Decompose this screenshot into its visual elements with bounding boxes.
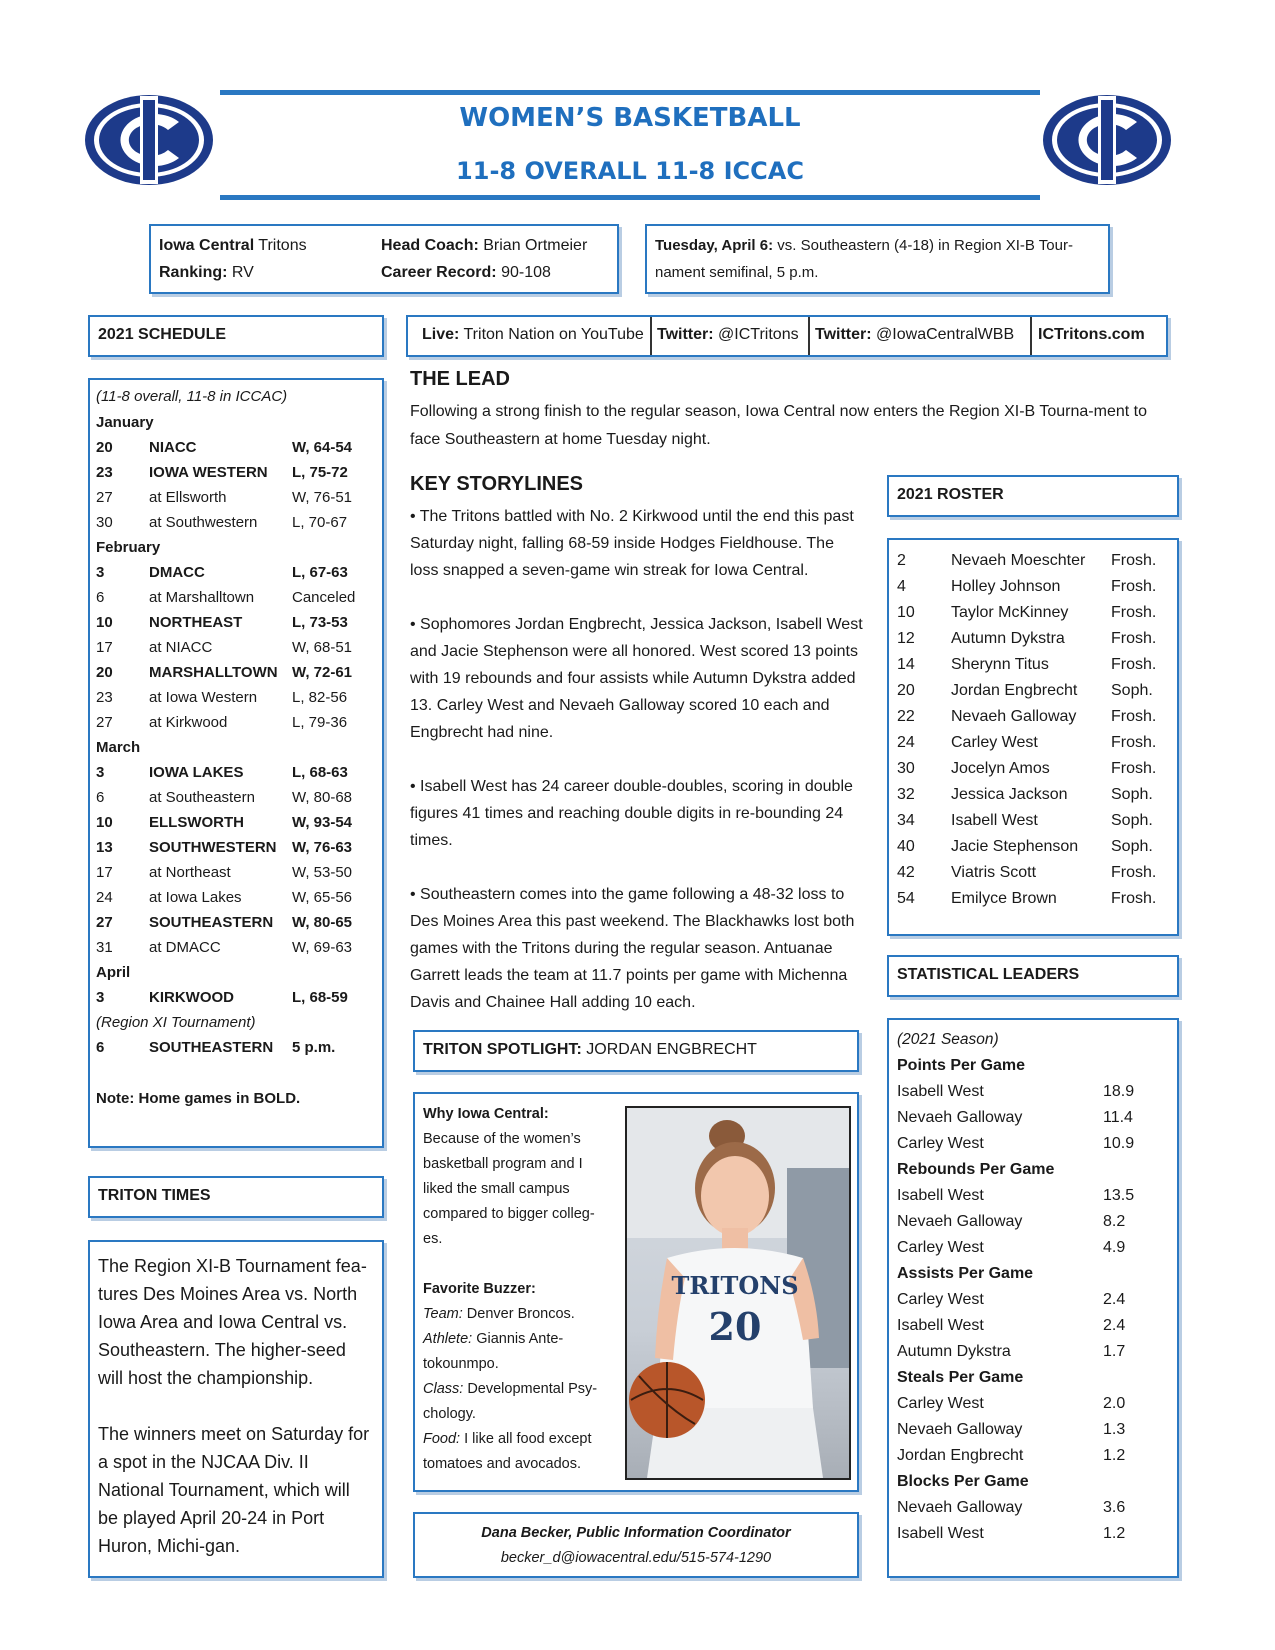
player-photo: [625, 1106, 851, 1480]
roster-name: Autumn Dykstra: [951, 630, 1065, 647]
stats-player: Isabell West: [897, 1187, 984, 1204]
stats-player: Carley West: [897, 1239, 984, 1256]
schedule-opponent: at NIACC: [149, 639, 213, 656]
schedule-opponent: ELLSWORTH: [149, 814, 244, 831]
roster-name: Taylor McKinney: [951, 604, 1069, 621]
stats-row: [897, 1235, 1169, 1261]
schedule-row: [96, 510, 376, 535]
schedule-row: [96, 710, 376, 735]
roster-name: Nevaeh Moeschter: [951, 552, 1086, 569]
media-bar: [406, 315, 1168, 357]
schedule-day: 10: [96, 614, 113, 631]
roster-number: 22: [897, 708, 915, 725]
roster-name: Holley Johnson: [951, 578, 1061, 595]
roster-year: Frosh.: [1111, 656, 1157, 673]
triton-times-para1: The Region XI-B Tournament fea-tures Des Moines Area vs. North Iowa Area and Iowa Central vs. Southeastern. The higher-seed will host the championship.: [98, 1256, 367, 1388]
schedule-opponent: SOUTHEASTERN: [149, 1039, 274, 1056]
schedule-day: 3: [96, 989, 105, 1006]
roster-row: [897, 548, 1169, 574]
stats-heading: Blocks Per Game: [897, 1473, 1029, 1490]
schedule-opponent: NIACC: [149, 439, 197, 456]
roster-name: Carley West: [951, 734, 1038, 751]
stats-row: [897, 1079, 1169, 1105]
roster-row: [897, 626, 1169, 652]
stats-box: [887, 1018, 1179, 1578]
roster-row: [897, 756, 1169, 782]
schedule-row: [96, 885, 376, 910]
schedule-day: 23: [96, 689, 113, 706]
roster-number: 42: [897, 864, 915, 881]
schedule-row: [96, 985, 376, 1010]
storyline-3: • Isabell West has 24 career double-doubles, scoring in double figures 41 times and reaching double digits in re-bounding 24 times.: [410, 778, 853, 849]
schedule-result: W, 53-50: [292, 864, 353, 881]
stats-row: [897, 1391, 1169, 1417]
stats-value: 3.6: [1103, 1499, 1126, 1516]
schedule-opponent: at Marshalltown: [149, 589, 255, 606]
storylines-title: KEY STORYLINES: [410, 473, 584, 495]
stats-row: [897, 1287, 1169, 1313]
roster-name: Jessica Jackson: [951, 786, 1068, 803]
schedule-result: W, 76-51: [292, 489, 353, 506]
fav-label: Favorite Buzzer:: [423, 1281, 536, 1297]
schedule-opponent: IOWA WESTERN: [149, 464, 268, 481]
stats-player: Autumn Dykstra: [897, 1343, 1011, 1360]
stats-player: Nevaeh Galloway: [897, 1499, 1023, 1516]
storyline-4: • Southeastern comes into the game following a 48-32 loss to Des Moines Area this past weekend. The Blackhawks lost both games with the Tritons during the regular season. Antuanae Garrett leads the team at 11.7 points per game with Michenna Davis and Chainee Hall adding 10 each.: [410, 886, 855, 1011]
school-value: Tritons: [258, 237, 307, 254]
roster-number: 24: [897, 734, 915, 751]
contact-name: Dana Becker, Public Information Coordinator: [481, 1525, 791, 1541]
schedule-result: L, 67-63: [292, 564, 348, 581]
schedule-row: [96, 435, 376, 460]
roster-row: [897, 834, 1169, 860]
triton-times-para2: The winners meet on Saturday for a spot in the NJCAA Div. II National Tournament, which will be played April 20-24 in Port Huron, Michi-gan.: [98, 1424, 370, 1556]
team-info-box: [149, 224, 619, 294]
stats-row: [897, 1313, 1169, 1339]
schedule-opponent: at DMACC: [149, 939, 221, 956]
schedule-result: W, 72-61: [292, 664, 353, 681]
schedule-month: March: [96, 739, 141, 756]
roster-row: [897, 730, 1169, 756]
stats-value: 13.5: [1103, 1187, 1135, 1204]
stats-player: Carley West: [897, 1395, 984, 1412]
stats-value: 1.2: [1103, 1447, 1126, 1464]
page-subtitle: 11-8 OVERALL 11-8 ICCAC: [456, 157, 804, 185]
roster-row: [897, 652, 1169, 678]
roster-year: Frosh.: [1111, 630, 1157, 647]
schedule-opponent: NORTHEAST: [149, 614, 243, 631]
schedule-day: 17: [96, 864, 113, 881]
roster-year: Soph.: [1111, 682, 1153, 699]
schedule-row: [96, 460, 376, 485]
schedule-row: [96, 835, 376, 860]
media-twitter-ictritons[interactable]: Twitter: @ICTritons: [652, 317, 810, 355]
roster-number: 30: [897, 760, 915, 777]
stats-player: Nevaeh Galloway: [897, 1213, 1023, 1230]
triton-times-box: [88, 1240, 384, 1578]
schedule-month: January: [96, 414, 154, 431]
roster-row: [897, 886, 1169, 912]
record-label: Career Record:: [381, 264, 497, 281]
schedule-day: 23: [96, 464, 113, 481]
roster-row: [897, 600, 1169, 626]
media-twitter-wbb[interactable]: Twitter: @IowaCentralWBB: [810, 317, 1032, 355]
schedule-day: 31: [96, 939, 113, 956]
schedule-row: [96, 685, 376, 710]
schedule-day: 27: [96, 489, 113, 506]
lead-title: THE LEAD: [410, 368, 510, 390]
stats-value: 2.4: [1103, 1291, 1126, 1308]
schedule-opponent: at Iowa Lakes: [149, 889, 242, 906]
roster-year: Frosh.: [1111, 708, 1157, 725]
schedule-result: L, 82-56: [292, 689, 348, 706]
schedule-day: 24: [96, 889, 113, 906]
roster-year: Frosh.: [1111, 578, 1157, 595]
schedule-result: W, 93-54: [292, 814, 353, 831]
schedule-intro: (11-8 overall, 11-8 in ICCAC): [96, 388, 288, 405]
page-title: WOMEN’S BASKETBALL: [459, 103, 801, 133]
stats-value: 8.2: [1103, 1213, 1126, 1230]
spotlight-box: Why Iowa Central: Because of the women’s basketball program and I liked the small campus compared to bigger colleg-es. Favorite Buzzer: Team: Denver Broncos. Athlete: Giannis Ante-tokounmpo. Class: Developmental Psy-chology. Food: I like all food except tomatoes and avocados. TRITONS 20: [413, 1092, 859, 1492]
roster-number: 40: [897, 838, 915, 855]
schedule-day: 27: [96, 914, 113, 931]
ranking-label: Ranking:: [159, 264, 228, 281]
schedule-row: [96, 1035, 376, 1060]
storylines-body: [410, 503, 865, 1016]
stats-player: Carley West: [897, 1291, 984, 1308]
stats-value: 4.9: [1103, 1239, 1126, 1256]
jersey-text: TRITONS: [671, 1271, 799, 1300]
schedule-result: L, 70-67: [292, 514, 348, 531]
stats-player: Jordan Engbrecht: [897, 1447, 1024, 1464]
stats-row: [897, 1339, 1169, 1365]
game-text-2: nament semifinal, 5 p.m.: [655, 264, 819, 281]
roster-number: 32: [897, 786, 915, 803]
schedule-day: 20: [96, 664, 113, 681]
schedule-opponent: SOUTHEASTERN: [149, 914, 274, 931]
coach-label: Head Coach:: [381, 237, 479, 254]
stats-player: Carley West: [897, 1135, 984, 1152]
schedule-row: [96, 910, 376, 935]
header-rule-bottom: [220, 195, 1040, 200]
roster-number: 14: [897, 656, 915, 673]
schedule-result: W, 80-68: [292, 789, 353, 806]
schedule-opponent: KIRKWOOD: [149, 989, 234, 1006]
roster-name: Emilyce Brown: [951, 890, 1057, 907]
stats-value: 10.9: [1103, 1135, 1135, 1152]
ic-logo-right: [1040, 90, 1174, 190]
schedule-day: 30: [96, 514, 113, 531]
schedule-day: 17: [96, 639, 113, 656]
schedule-result: W, 76-63: [292, 839, 353, 856]
roster-year: Frosh.: [1111, 760, 1157, 777]
roster-row: [897, 574, 1169, 600]
roster-name: Nevaeh Galloway: [951, 708, 1077, 725]
schedule-opponent: MARSHALLTOWN: [149, 664, 278, 681]
stats-player: Nevaeh Galloway: [897, 1421, 1023, 1438]
stats-row: [897, 1183, 1169, 1209]
schedule-day: 6: [96, 589, 105, 606]
roster-year: Soph.: [1111, 786, 1153, 803]
schedule-result: W, 69-63: [292, 939, 353, 956]
storyline-1: • The Tritons battled with No. 2 Kirkwood until the end this past Saturday night, falling 68-59 inside Hodges Fieldhouse. The loss snapped a seven-game win streak for Iowa Central.: [410, 508, 854, 579]
schedule-opponent: at Iowa Western: [149, 689, 258, 706]
stats-row: [897, 1443, 1169, 1469]
schedule-month: April: [96, 964, 131, 981]
schedule-day: 6: [96, 789, 105, 806]
schedule-result: W, 68-51: [292, 639, 353, 656]
schedule-day: 3: [96, 764, 105, 781]
schedule-row: [96, 935, 376, 960]
schedule-result: 5 p.m.: [292, 1039, 336, 1056]
stats-player: Isabell West: [897, 1317, 984, 1334]
roster-name: Jacie Stephenson: [951, 838, 1079, 855]
schedule-month: February: [96, 539, 161, 556]
contact-box: [413, 1512, 859, 1578]
next-game-box: [645, 224, 1110, 294]
game-text-1: vs. Southeastern (4-18) in Region XI-B Tour-: [777, 237, 1073, 254]
roster-row: [897, 782, 1169, 808]
roster-title: 2021 ROSTER: [887, 475, 1179, 517]
schedule-result: W, 80-65: [292, 914, 353, 931]
roster-number: 2: [897, 552, 906, 569]
stats-value: 1.2: [1103, 1525, 1126, 1542]
roster-year: Frosh.: [1111, 552, 1157, 569]
schedule-row: [96, 560, 376, 585]
stats-row: [897, 1131, 1169, 1157]
roster-row: [897, 860, 1169, 886]
stats-value: 1.3: [1103, 1421, 1126, 1438]
roster-number: 20: [897, 682, 915, 699]
schedule-opponent: SOUTHWESTERN: [149, 839, 277, 856]
schedule-day: 20: [96, 439, 113, 456]
stats-value: 18.9: [1103, 1083, 1135, 1100]
schedule-row: [96, 860, 376, 885]
schedule-result: L, 68-59: [292, 989, 348, 1006]
roster-name: Jordan Engbrecht: [951, 682, 1078, 699]
roster-number: 34: [897, 812, 915, 829]
why-text: Because of the women’s basketball program and I liked the small campus compared to bigger colleg-es.: [423, 1131, 595, 1247]
jersey-number: 20: [708, 1304, 762, 1349]
schedule-opponent: DMACC: [149, 564, 205, 581]
stats-heading: Steals Per Game: [897, 1369, 1024, 1386]
media-live: Live: Triton Nation on YouTube: [408, 317, 652, 355]
schedule-row: [96, 810, 376, 835]
schedule-result: Canceled: [292, 589, 356, 606]
stats-intro: (2021 Season): [897, 1031, 999, 1048]
game-date-label: Tuesday, April 6:: [655, 237, 774, 254]
schedule-day: 13: [96, 839, 113, 856]
school-label: Iowa Central: [159, 237, 255, 254]
stats-player: Isabell West: [897, 1083, 984, 1100]
header-rule-top: [220, 90, 1040, 95]
schedule-row: [96, 585, 376, 610]
stats-value: 2.0: [1103, 1395, 1126, 1412]
roster-number: 10: [897, 604, 915, 621]
lead-text: Following a strong finish to the regular season, Iowa Central now enters the Region XI-B Tourna-ment to face Southeastern at home Tuesday night.: [410, 403, 1147, 448]
schedule-row: [96, 760, 376, 785]
schedule-opponent: IOWA LAKES: [149, 764, 244, 781]
schedule-note: (Region XI Tournament): [96, 1014, 256, 1031]
stats-row: [897, 1209, 1169, 1235]
schedule-list: [96, 410, 376, 1060]
stats-value: 1.7: [1103, 1343, 1126, 1360]
schedule-day: 27: [96, 714, 113, 731]
schedule-day: 10: [96, 814, 113, 831]
schedule-footnote: Note: Home games in BOLD.: [96, 1090, 301, 1107]
schedule-row: [96, 785, 376, 810]
roster-name: Isabell West: [951, 812, 1038, 829]
stats-title: STATISTICAL LEADERS: [887, 955, 1179, 997]
media-website-link[interactable]: ICTritons.com: [1038, 326, 1145, 343]
schedule-box: [88, 378, 384, 1148]
ic-logo-left: [82, 90, 216, 190]
roster-year: Soph.: [1111, 812, 1153, 829]
roster-name: Viatris Scott: [951, 864, 1037, 881]
schedule-result: L, 79-36: [292, 714, 348, 731]
why-label: Why Iowa Central:: [423, 1106, 549, 1122]
schedule-day: 6: [96, 1039, 105, 1056]
stats-player: Nevaeh Galloway: [897, 1109, 1023, 1126]
storyline-2: • Sophomores Jordan Engbrecht, Jessica Jackson, Isabell West and Jacie Stephenson were all honored. West scored 13 points with 19 rebounds and four assists while Autumn Dykstra added 13. Carley West and Nevaeh Galloway scored 10 each and Engbrecht had nine.: [410, 616, 863, 741]
stats-row: [897, 1105, 1169, 1131]
schedule-result: L, 68-63: [292, 764, 348, 781]
record-value: 90-108: [501, 264, 551, 281]
stats-value: 2.4: [1103, 1317, 1126, 1334]
schedule-row: [96, 635, 376, 660]
schedule-opponent: at Southwestern: [149, 514, 258, 531]
roster-row: [897, 678, 1169, 704]
stats-heading: Rebounds Per Game: [897, 1161, 1055, 1178]
roster-year: Frosh.: [1111, 734, 1157, 751]
schedule-result: W, 64-54: [292, 439, 353, 456]
schedule-opponent: at Ellsworth: [149, 489, 227, 506]
schedule-row: [96, 610, 376, 635]
schedule-result: W, 65-56: [292, 889, 353, 906]
schedule-opponent: at Kirkwood: [149, 714, 228, 731]
roster-year: Soph.: [1111, 838, 1153, 855]
stats-player: Isabell West: [897, 1525, 984, 1542]
stats-heading: Points Per Game: [897, 1057, 1026, 1074]
coach-value: Brian Ortmeier: [483, 237, 588, 254]
stats-heading: Assists Per Game: [897, 1265, 1034, 1282]
roster-row: [897, 808, 1169, 834]
schedule-opponent: at Southeastern: [149, 789, 255, 806]
stats-row: [897, 1495, 1169, 1521]
roster-year: Frosh.: [1111, 864, 1157, 881]
stats-row: [897, 1521, 1169, 1547]
roster-number: 54: [897, 890, 915, 907]
roster-name: Sherynn Titus: [951, 656, 1049, 673]
triton-times-title: TRITON TIMES: [88, 1176, 384, 1218]
roster-list: [897, 548, 1169, 912]
schedule-row: [96, 660, 376, 685]
stats-value: 11.4: [1103, 1109, 1133, 1126]
schedule-opponent: at Northeast: [149, 864, 231, 881]
roster-year: Frosh.: [1111, 890, 1157, 907]
spotlight-title: TRITON SPOTLIGHT: JORDAN ENGBRECHT: [413, 1030, 859, 1072]
schedule-row: [96, 485, 376, 510]
contact-email[interactable]: becker_d@iowacentral.edu/515-574-1290: [500, 1550, 772, 1566]
roster-number: 4: [897, 578, 906, 595]
roster-year: Frosh.: [1111, 604, 1157, 621]
roster-row: [897, 704, 1169, 730]
schedule-title: 2021 SCHEDULE: [88, 315, 384, 357]
schedule-day: 3: [96, 564, 105, 581]
ranking-value: RV: [231, 264, 254, 281]
stats-row: [897, 1417, 1169, 1443]
roster-box: [887, 538, 1179, 936]
stats-list: [897, 1053, 1169, 1547]
schedule-result: L, 75-72: [292, 464, 348, 481]
roster-name: Jocelyn Amos: [951, 760, 1050, 777]
schedule-result: L, 73-53: [292, 614, 348, 631]
roster-number: 12: [897, 630, 915, 647]
